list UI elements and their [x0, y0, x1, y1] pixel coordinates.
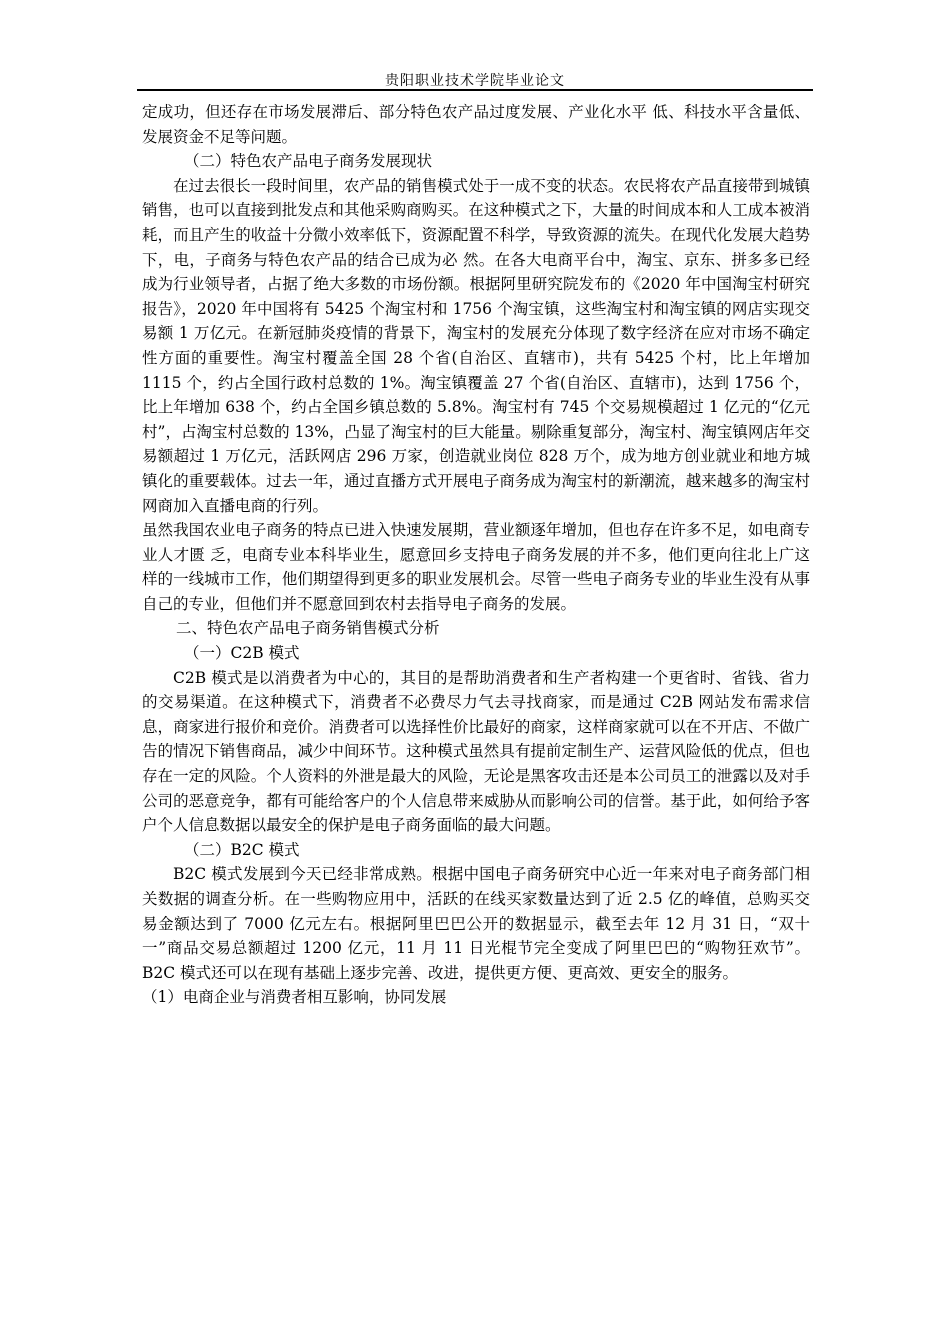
running-header: 贵阳职业技术学院毕业论文 [385, 73, 565, 89]
chapter-heading-sales-model: 二、特色农产品电子商务销售模式分析 [176, 619, 440, 638]
list-item-1: （1）电商企业与消费者相互影响，协同发展 [142, 988, 447, 1007]
body-text [142, 100, 810, 1010]
paragraph-b2c: B2C 模式发展到今天已经非常成熟。根据中国电子商务研究中心近一年来对电子商务部门相关数据的调查分析。在一些购物应用中，活跃的在线买家数量达到了近 2.5 亿的峰值，总购买交易金额达到了 7000 亿元左右。根据阿里巴巴公开的数据显示，截至去年 12 月 31 日，“双十一”商品交易总额超过 1200 亿元，11 月 11 日光棍节完全变成了阿里巴巴的“购物狂欢节”。B2C 模式还可以在现有基础上逐步完善、改进，提供更方便、更高效、更安全的服务。 [142, 865, 810, 982]
paragraph-c2b: C2B 模式是以消费者为中心的，其目的是帮助消费者和生产者构建一个更省时、省钱、省力的交易渠道。在这种模式下，消费者不必费尽力气去寻找商家，而是通过 C2B 网站发布需求信息，商家进行报价和竞价。消费者可以选择性价比最好的商家，这样商家就可以在不开店、不做广告的情况下销售商品，减少中间环节。这种模式虽然具有提前定制生产、运营风险低的优点，但也存在一定的风险。个人资料的外泄是最大的风险，无论是黑客攻击还是本公司员工的泄露以及对手公司的恶意竞争，都有可能给客户的个人信息带来威胁从而影响公司的信誉。基于此，如何给予客户个人信息数据以最安全的保护是电子商务面临的最大问题。 [142, 668, 810, 835]
paragraph-shortcomings: 虽然我国农业电子商务的特点已进入快速发展期，营业额逐年增加，但也存在许多不足，如电商专业人才匮 乏，电商专业本科毕业生，愿意回乡支持电子商务发展的并不多，他们更向往北上广这样的一线城市工作，他们期望得到更多的职业发展机会。尽管一些电子商务专业的毕业生没有从事自己的专业，但他们并不愿意回到农村去指导电子商务的发展。 [142, 521, 810, 613]
paragraph-taobao-village: 在过去很长一段时间里，农产品的销售模式处于一成不变的状态。农民将农产品直接带到城镇销售，也可以直接到批发点和其他采购商购买。在这种模式之下，大量的时间成本和人工成本被消耗，而且产生的收益十分微小效率低下，资源配置不科学，导致资源的流失。在现代化发展大趋势下，电，子商务与特色农产品的结合已成为必 然。在各大电商平台中，淘宝、京东、拼多多已经成为行业领导者，占据了绝大多数的市场份额。根据阿里研究院发布的《2020 年中国淘宝村研究报告》，2020 年中国将有 5425 个淘宝村和 1756 个淘宝镇，这些淘宝村和淘宝镇的网店实现交易额 1 万亿元。在新冠肺炎疫情的背景下，淘宝村的发展充分体现了数字经济在应对市场不确定性方面的重要性。淘宝村覆盖全国 28 个省(自治区、直辖市)，共有 5425 个村，比上年增加 1115 个，约占全国行政村总数的 1%。淘宝镇覆盖 27 个省(自治区、直辖市)，达到 1756 个，比上年增加 638 个，约占全国乡镇总数的 5.8%。淘宝村有 745 个交易规模超过 1 亿元的“亿元村”，占淘宝村总数的 13%，凸显了淘宝村的巨大能量。剔除重复部分，淘宝村、淘宝镇网店年交易额超过 1 万亿元，活跃网店 296 万家，创造就业岗位 828 万个，成为地方创业就业和地方城镇化的重要载体。过去一年，通过直播方式开展电子商务成为淘宝村的新潮流，越来越多的淘宝村网商加入直播电商的行列。 [142, 176, 810, 515]
paragraph-continuation: 定成功，但还存在市场发展滞后、部分特色农产品过度发展、产业化水平 低、科技水平含量低、发展资金不足等问题。 [142, 103, 810, 146]
section-heading-ecommerce-status: （二）特色农产品电子商务发展现状 [184, 152, 433, 171]
header-rule [137, 89, 813, 91]
section-heading-b2c: （二）B2C 模式 [184, 840, 300, 859]
section-heading-c2b: （一）C2B 模式 [184, 644, 300, 663]
